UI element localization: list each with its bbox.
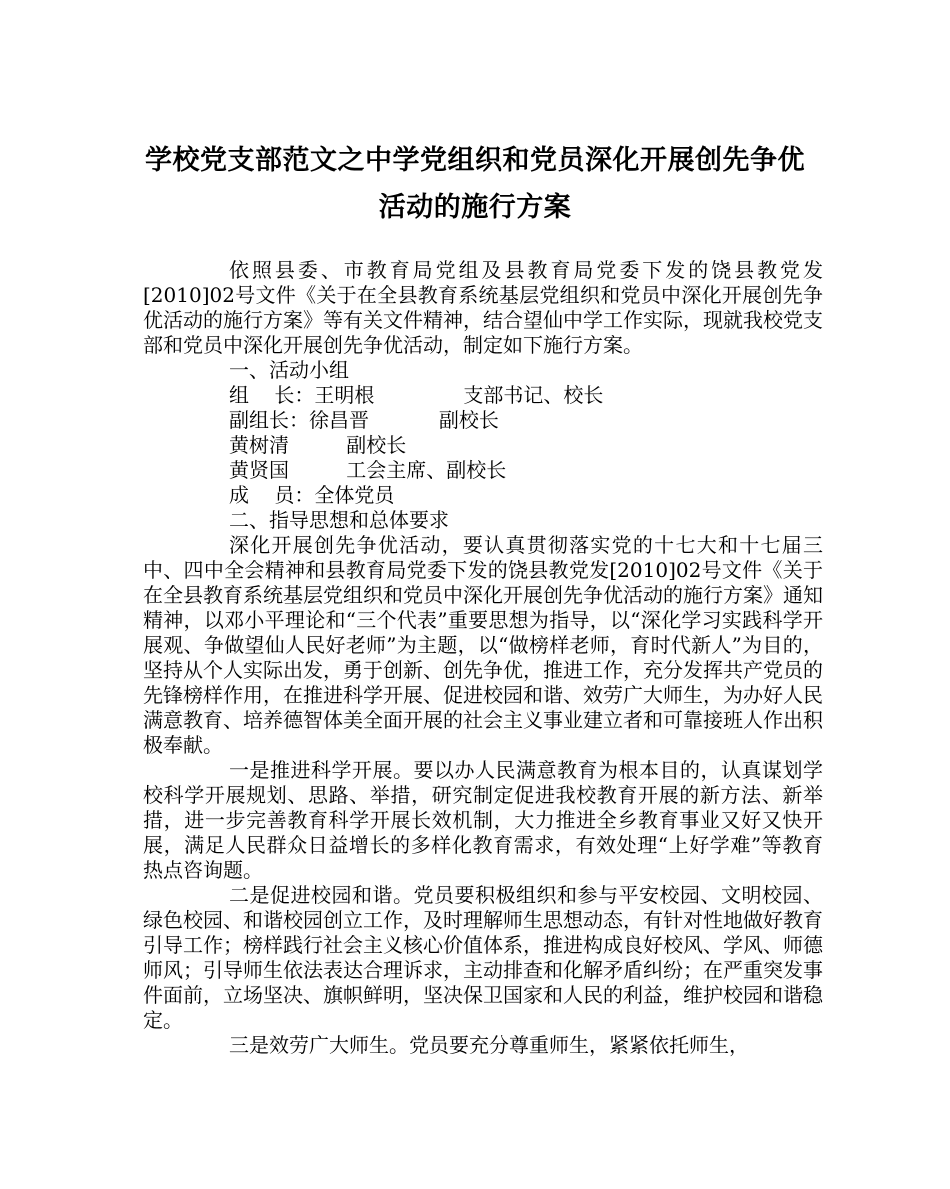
point-serve-teachers-students: 三是效劳广大师生。党员要充分尊重师生，紧紧依托师生，	[229, 1033, 749, 1057]
member-row-deputy-leader: 副组长：徐昌晋 副校长	[229, 408, 499, 432]
section-heading-activity-group: 一、活动小组	[229, 358, 349, 382]
member-row-huang-shuqing: 黄树清 副校长	[229, 433, 407, 457]
point-campus-harmony: 二是促进校园和谐。党员要积极组织和参与平安校园、文明校园、绿色校园、和谐校园创立工作，及时理解师生思想动态，有针对性地做好教育引导工作；榜样践行社会主义核心价值体系，推进构成良好校风、学风、师德师风；引导师生依法表达合理诉求，主动排查和化解矛盾纠纷；在严重突发事件面前，立场坚决、旗帜鲜明，坚决保卫国家和人民的利益，维护校园和谐稳定。	[143, 883, 823, 1032]
intro-paragraph: 依照县委、市教育局党组及县教育局党委下发的饶县教党发[2010]02号文件《关于在全县教育系统基层党组织和党员中深化开展创先争优活动的施行方案》等有关文件精神，结合望仙中学工作实际，现就我校党支部和党员中深化开展创先争优活动，制定如下施行方案。	[143, 258, 823, 357]
guiding-paragraph: 深化开展创先争优活动，要认真贯彻落实党的十七大和十七届三中、四中全会精神和县教育局党委下发的饶县教党发[2010]02号文件《关于在全县教育系统基层党组织和党员中深化开展创先争优活动的施行方案》通知精神，以邓小平理论和“三个代表”重要思想为指导，以“深化学习实践科学开展观、争做望仙人民好老师”为主题，以“做榜样老师，育时代新人”为目的，坚持从个人实际出发，勇于创新、创先争优，推进工作，充分发挥共产党员的先锋榜样作用，在推进科学开展、促进校园和谐、效劳广大师生，为办好人民满意教育、培养德智体美全面开展的社会主义事业建立者和可靠接班人作出积极奉献。	[143, 533, 823, 757]
member-row-huang-xianguo: 黄贤国 工会主席、副校长	[229, 458, 507, 482]
point-scientific-development: 一是推进科学开展。要以办人民满意教育为根本目的，认真谋划学校科学开展规划、思路、举措，研究制定促进我校教育开展的新方法、新举措，进一步完善教育科学开展长效机制，大力推进全乡教育事业又好又快开展，满足人民群众日益增长的多样化教育需求，有效处理“上好学难”等教育热点咨询题。	[143, 758, 823, 882]
document-title-line-1: 学校党支部范文之中学党组织和党员深化开展创先争优	[145, 145, 805, 176]
member-row-members: 成 员：全体党员	[229, 483, 395, 507]
member-row-leader: 组 长：王明根 支部书记、校长	[229, 383, 604, 407]
document-body	[143, 258, 823, 1058]
document-title-line-2: 活动的施行方案	[378, 192, 572, 223]
section-heading-guiding-thought: 二、指导思想和总体要求	[229, 508, 449, 532]
